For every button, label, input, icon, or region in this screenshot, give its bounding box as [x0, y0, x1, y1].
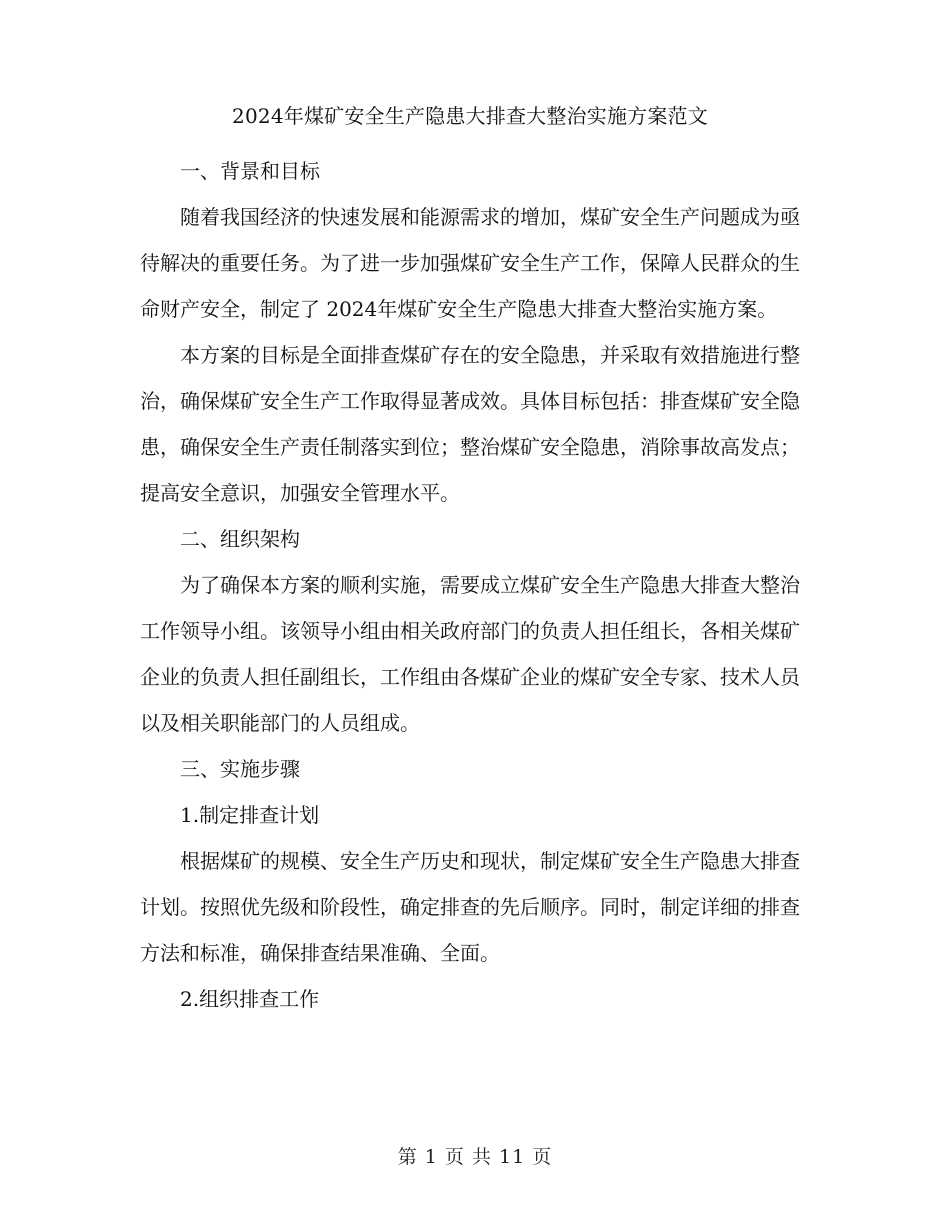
document-title: 2024年煤矿安全生产隐患大排查大整治实施方案范文 [232, 104, 708, 128]
section-heading-steps: 三、实施步骤 [180, 757, 300, 781]
page-indicator: 第 1 页 共 11 页 [397, 1146, 553, 1168]
page-footer [0, 1142, 950, 1172]
paragraph-plan: 根据煤矿的规模、安全生产历史和现状，制定煤矿安全生产隐患大排查计划。按照优先级和阶段性，确定排查的先后顺序。同时，制定详细的排查方法和标准，确保排查结果准确、全面。 [140, 849, 800, 965]
paragraph-background: 随着我国经济的快速发展和能源需求的增加，煤矿安全生产问题成为亟待解决的重要任务。为了进一步加强煤矿安全生产工作，保障人民群众的生命财产安全，制定了 2024年煤矿安全生产隐患大排查大整治实施方案。 [140, 205, 800, 321]
paragraph-organization: 为了确保本方案的顺利实施，需要成立煤矿安全生产隐患大排查大整治工作领导小组。该领导小组由相关政府部门的负责人担任组长，各相关煤矿企业的负责人担任副组长，工作组由各煤矿企业的煤矿安全专家、技术人员以及相关职能部门的人员组成。 [140, 573, 800, 735]
paragraph-goals: 本方案的目标是全面排查煤矿存在的安全隐患，并采取有效措施进行整治，确保煤矿安全生产工作取得显著成效。具体目标包括：排查煤矿安全隐患，确保安全生产责任制落实到位；整治煤矿安全隐患，消除事故高发点；提高安全意识，加强安全管理水平。 [140, 343, 800, 505]
section-heading-background: 一、背景和目标 [180, 159, 320, 183]
step-heading-organize: 2.组织排查工作 [180, 987, 320, 1011]
section-heading-organization: 二、组织架构 [180, 527, 300, 551]
document-body [140, 96, 800, 1022]
step-heading-plan: 1.制定排查计划 [180, 803, 320, 827]
